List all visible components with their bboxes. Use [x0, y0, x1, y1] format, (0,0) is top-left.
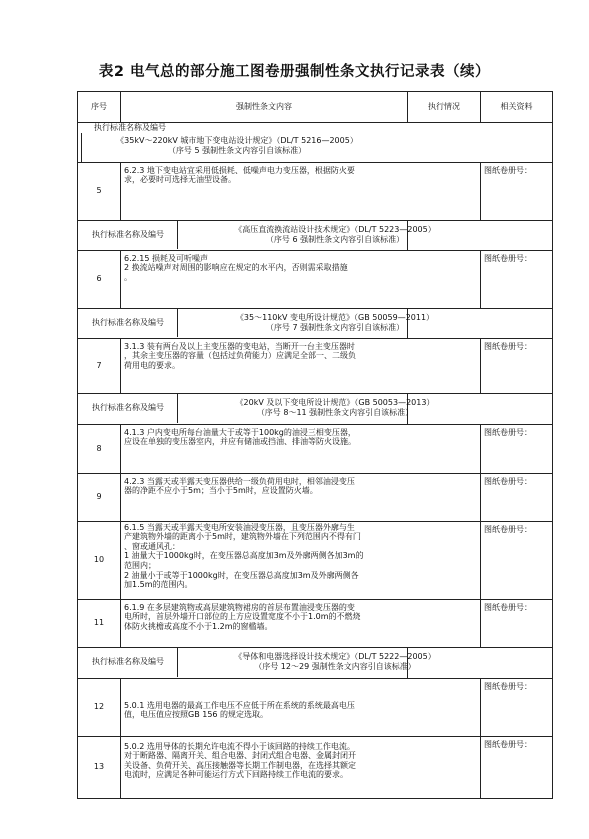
header-content: 强制性条文内容 — [121, 92, 408, 123]
table-row — [78, 250, 553, 308]
row-num: 5 — [78, 162, 121, 220]
header-num: 序号 — [78, 92, 121, 123]
standard-cell — [78, 647, 436, 678]
table-row — [78, 521, 553, 599]
row-content — [121, 473, 481, 521]
row-content — [121, 338, 481, 393]
content-line: 应设在单独的变压器室内，并应有储油或挡油、排油等防火设施。 — [124, 437, 356, 447]
row-num: 9 — [78, 473, 121, 521]
drawing-number: 图纸卷册号： — [481, 162, 553, 220]
standard-row — [78, 123, 553, 163]
page-title: 表2 电气总的部分施工图卷册强制性条文执行记录表（续） — [98, 64, 491, 80]
standard-title: 《20kV 及以下变电所设计规范》（GB 50053—2013） — [235, 398, 435, 408]
standard-note: （序号 12～29 强制性条文内容引自该标准） — [254, 662, 416, 672]
row-content — [121, 250, 481, 308]
content-line: 6.1.5 当露天或半露天变电所安装油浸变压器，且变压器外廓与生 — [124, 522, 355, 532]
row-content — [121, 599, 481, 647]
table-header-row — [78, 92, 553, 123]
content-line: 2 换流站噪声对周围的影响应在规定的水平内，否则需采取措施 — [124, 263, 348, 273]
row-num: 7 — [78, 338, 121, 393]
content-line: ，其余主变压器的容量（包括过负荷能力）应满足全部一、二级负 — [124, 351, 356, 361]
standard-label — [78, 123, 408, 163]
content-line: 加1.5m的范围内。 — [124, 580, 193, 590]
content-line: 6.1.9 在多层建筑物或高层建筑物裙房的首层布置油浸变压器的变 — [124, 602, 355, 612]
drawing-number: 图纸卷册号： — [481, 338, 553, 393]
content-line: 求，必要时可选择无油型设备。 — [124, 175, 236, 185]
table-row — [78, 424, 553, 473]
content-line: 4.1.3 户内变电所每台油量大于或等于100kg的油浸三相变压器， — [124, 427, 356, 437]
drawing-number: 图纸卷册号： — [481, 521, 553, 599]
content-line: 荷用电的要求。 — [124, 360, 180, 370]
standard-cell — [78, 220, 436, 250]
record-table — [77, 91, 553, 799]
standard-label-text: 执行标准名称及编号 — [92, 403, 164, 413]
content-line: 范围内； — [124, 560, 156, 570]
drawing-number: 图纸卷册号： — [481, 678, 553, 736]
content-line: 6.2.15 损耗及可听噪声 — [124, 253, 208, 263]
standard-label-text: 执行标准名称及编号 — [92, 230, 164, 240]
content-line: 3.1.3 装有两台及以上主变压器的变电站，当断开一台主变压器时 — [124, 341, 355, 351]
table-row — [78, 162, 553, 220]
row-num: 11 — [78, 599, 121, 647]
row-content — [121, 678, 481, 736]
content-line: 5.0.1 选用电器的最高工作电压不应低于所在系统的系统最高电压 — [124, 700, 355, 710]
standard-title: 《35～110kV 变电所设计规范》（GB 50059—2011） — [235, 313, 435, 323]
row-content — [121, 736, 481, 798]
content-line: 4.2.3 当露天或半露天变压器供给一级负荷用电时，相邻油浸变压 — [124, 476, 355, 486]
row-content — [121, 424, 481, 473]
drawing-number: 图纸卷册号： — [481, 599, 553, 647]
content-line: 2 油量小于或等于1000kg时，在变压器总高度加3m及外廓两侧各 — [124, 570, 359, 580]
drawing-number: 图纸卷册号： — [481, 424, 553, 473]
table-row — [78, 599, 553, 647]
content-line: 电所时，首层外墙开口部位的上方应设置宽度不小于1.0m的不燃烧 — [124, 612, 361, 622]
row-num: 12 — [78, 678, 121, 736]
standard-note: （序号 6 强制性条文内容引自该标准） — [265, 235, 405, 245]
drawing-number: 图纸卷册号： — [481, 250, 553, 308]
standard-cell — [78, 393, 435, 424]
row-num: 6 — [78, 250, 121, 308]
standard-row — [78, 393, 553, 424]
content-line: 关设备、负荷开关、高压接触器等长期工作制电器，在选择其额定 — [124, 760, 356, 770]
header-status: 执行情况 — [408, 92, 481, 123]
row-num: 13 — [78, 736, 121, 798]
standard-note: （序号 5 强制性条文内容引自该标准） — [167, 145, 307, 155]
content-line: 产建筑物外墙的距离小于5m时，建筑物外墙在下列范围内不得有门 — [124, 532, 361, 542]
content-line: 。 — [124, 272, 132, 282]
content-line: 6.2.3 地下变电站宜采用低损耗、低噪声电力变压器，根据防火要 — [124, 165, 355, 175]
content-line: 对于断路器、隔离开关、组合电器、封闭式组合电器、金属封闭开 — [124, 751, 356, 761]
standard-row — [78, 220, 553, 250]
table-row — [78, 473, 553, 521]
standard-spacer — [408, 123, 553, 163]
content-line: 1 油量大于1000kg时，在变压器总高度加3m及外廓两侧各加3m的 — [124, 551, 364, 561]
content-line: 值，电压值应按照GB 156 的规定选取。 — [124, 710, 269, 720]
standard-label-text: 执行标准名称及编号 — [94, 123, 166, 132]
standard-cell — [78, 308, 435, 338]
standard-label-text: 执行标准名称及编号 — [92, 657, 164, 667]
table-row — [78, 678, 553, 736]
row-content — [121, 162, 481, 220]
content-line: 5.0.2 选用导体的长期允许电流不得小于该回路的持续工作电流。 — [124, 741, 355, 751]
table-row — [78, 338, 553, 393]
drawing-number: 图纸卷册号： — [481, 736, 553, 798]
standard-row — [78, 308, 553, 338]
standard-row — [78, 647, 553, 678]
standard-title: 《导体和电器选择设计技术规定》（DL/T 5222—2005） — [234, 652, 436, 662]
content-line: 、窗或通风孔： — [124, 541, 180, 551]
standard-title: 《高压直流换流站设计技术规定》（DL/T 5223—2005） — [234, 225, 436, 235]
standard-label-text: 执行标准名称及编号 — [92, 318, 164, 328]
standard-note: （序号 7 强制性条文内容引自该标准） — [265, 323, 405, 333]
content-line: 体防火挑檐或高度不小于1.2m的窗槛墙。 — [124, 621, 273, 631]
standard-title: 《35kV～220kV 城市地下变电站设计规定》（DL/T 5216—2005） — [116, 135, 358, 145]
standard-note: （序号 8～11 强制性条文内容引自该标准） — [256, 408, 414, 418]
row-num: 10 — [78, 521, 121, 599]
row-content — [121, 521, 481, 599]
row-num: 8 — [78, 424, 121, 473]
content-line: 器的净距不应小于5m；当小于5m时，应设置防火墙。 — [124, 486, 318, 496]
header-ref: 相关资料 — [481, 92, 553, 123]
drawing-number: 图纸卷册号： — [481, 473, 553, 521]
table-row — [78, 736, 553, 798]
content-line: 电流时，应满足各种可能运行方式下回路持续工作电流的要求。 — [124, 770, 348, 780]
